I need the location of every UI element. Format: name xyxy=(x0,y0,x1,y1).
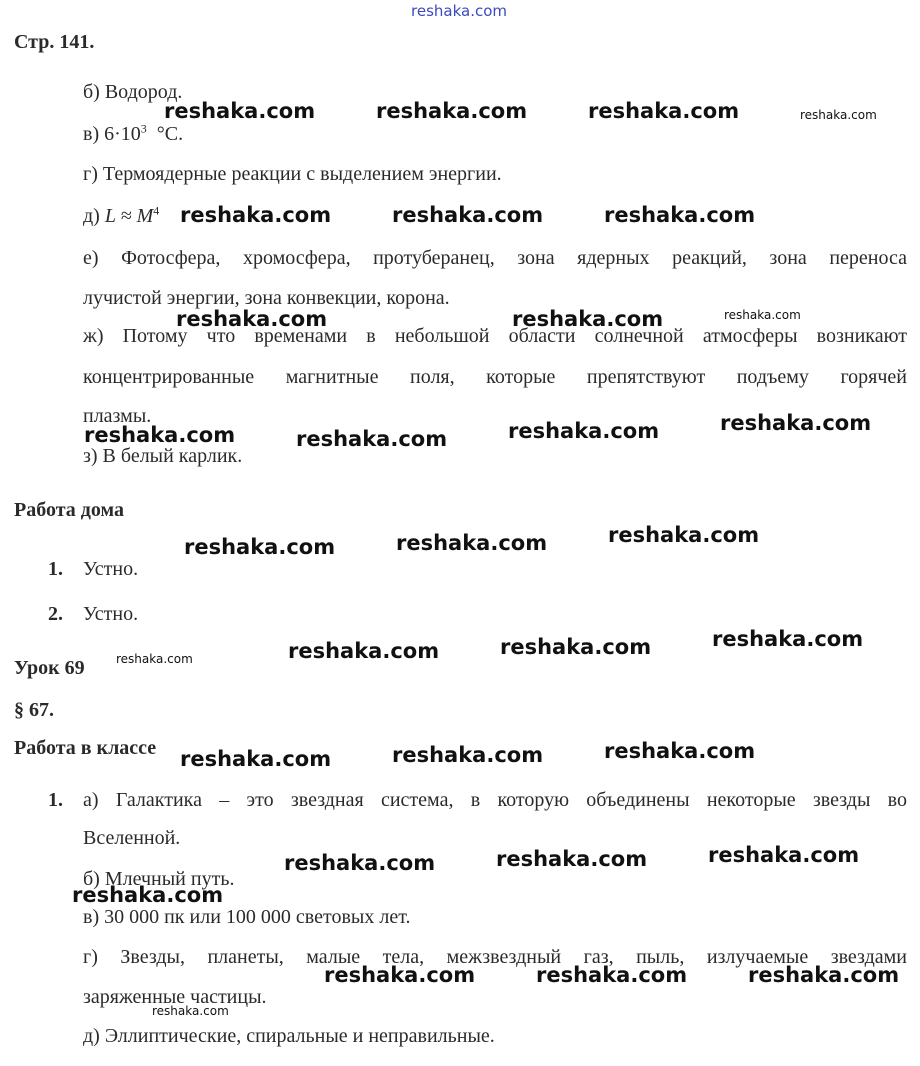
watermark-small: reshaka.com xyxy=(724,308,801,322)
watermark: reshaka.com xyxy=(396,531,548,555)
answer-b: б) Водород. xyxy=(83,81,183,103)
classwork-a-line1: а) Галактика – это звездная система, в которую объединены некоторые звезды во xyxy=(83,789,907,811)
watermark: reshaka.com xyxy=(496,847,648,871)
watermark: reshaka.com xyxy=(500,635,652,659)
paragraph-number: § 67. xyxy=(14,699,54,721)
watermark: reshaka.com xyxy=(604,739,756,763)
watermark-small: reshaka.com xyxy=(116,652,193,666)
watermark: reshaka.com xyxy=(284,851,436,875)
classwork-d: д) Эллиптические, спиральные и неправильные. xyxy=(83,1025,495,1047)
watermark: reshaka.com xyxy=(288,639,440,663)
homework-item-text: Устно. xyxy=(83,603,139,625)
watermark: reshaka.com xyxy=(180,747,332,771)
answer-v-unit: °С. xyxy=(156,123,184,145)
watermark: reshaka.com xyxy=(180,203,332,227)
classwork-a-line2: Вселенной. xyxy=(83,827,181,849)
watermark: reshaka.com xyxy=(184,535,336,559)
classwork-g-line2: заряженные частицы. xyxy=(83,986,267,1008)
watermark-small: reshaka.com xyxy=(800,108,877,122)
watermark: reshaka.com xyxy=(296,427,448,451)
watermark: reshaka.com xyxy=(72,883,224,907)
answer-v-exponent: 3 xyxy=(140,121,147,136)
homework-item-number: 2. xyxy=(48,603,63,625)
answer-d xyxy=(83,204,159,228)
top-watermark: reshaka.com xyxy=(411,2,507,20)
answer-zh-line2: концентрированные магнитные поля, которые препятствуют подъему горячей xyxy=(83,366,907,388)
homework-item-number: 1. xyxy=(48,558,63,580)
answer-e-line1: е) Фотосфера, хромосфера, протуберанец, зона ядерных реакций, зона переноса xyxy=(83,247,907,269)
watermark: reshaka.com xyxy=(376,99,528,123)
watermark: reshaka.com xyxy=(164,99,316,123)
watermark: reshaka.com xyxy=(508,419,660,443)
answer-zh-line1: ж) Потому что временами в небольшой области солнечной атмосферы возникают xyxy=(83,325,907,347)
answer-d-exponent: 4 xyxy=(153,203,160,218)
watermark-small: reshaka.com xyxy=(152,1004,229,1018)
watermark: reshaka.com xyxy=(392,743,544,767)
watermark: reshaka.com xyxy=(708,843,860,867)
watermark: reshaka.com xyxy=(748,963,900,987)
watermark: reshaka.com xyxy=(588,99,740,123)
watermark: reshaka.com xyxy=(84,423,236,447)
answer-d-formula: L ≈ M xyxy=(104,205,154,227)
lesson-title: Урок 69 xyxy=(14,657,85,679)
watermark: reshaka.com xyxy=(324,963,476,987)
answer-v-prefix: в) xyxy=(83,123,100,145)
classwork-g-line1: г) Звезды, планеты, малые тела, межзвездный газ, пыль, излучаемые звездами xyxy=(83,946,907,968)
watermark: reshaka.com xyxy=(536,963,688,987)
answer-e-line2: лучистой энергии, зона конвекции, корона. xyxy=(83,287,450,309)
classwork-v: в) 30 000 пк или 100 000 световых лет. xyxy=(83,906,411,928)
answer-zh-line3: плазмы. xyxy=(83,405,152,427)
classwork-item-number: 1. xyxy=(48,789,63,811)
watermark: reshaka.com xyxy=(720,411,872,435)
classwork-title: Работа в классе xyxy=(14,737,157,759)
watermark: reshaka.com xyxy=(392,203,544,227)
page-reference: Стр. 141. xyxy=(14,31,95,53)
watermark: reshaka.com xyxy=(712,627,864,651)
answer-d-prefix: д) xyxy=(83,205,100,227)
watermark: reshaka.com xyxy=(604,203,756,227)
answer-z: з) В белый карлик. xyxy=(83,445,243,467)
homework-title: Работа дома xyxy=(14,499,124,521)
watermark: reshaka.com xyxy=(608,523,760,547)
answer-v xyxy=(83,122,183,146)
classwork-b: б) Млечный путь. xyxy=(83,868,235,890)
watermark: reshaka.com xyxy=(512,307,664,331)
answer-g: г) Термоядерные реакции с выделением энергии. xyxy=(83,163,502,185)
answer-v-value: 6·10 xyxy=(104,123,141,145)
watermark: reshaka.com xyxy=(176,307,328,331)
homework-item-text: Устно. xyxy=(83,558,139,580)
